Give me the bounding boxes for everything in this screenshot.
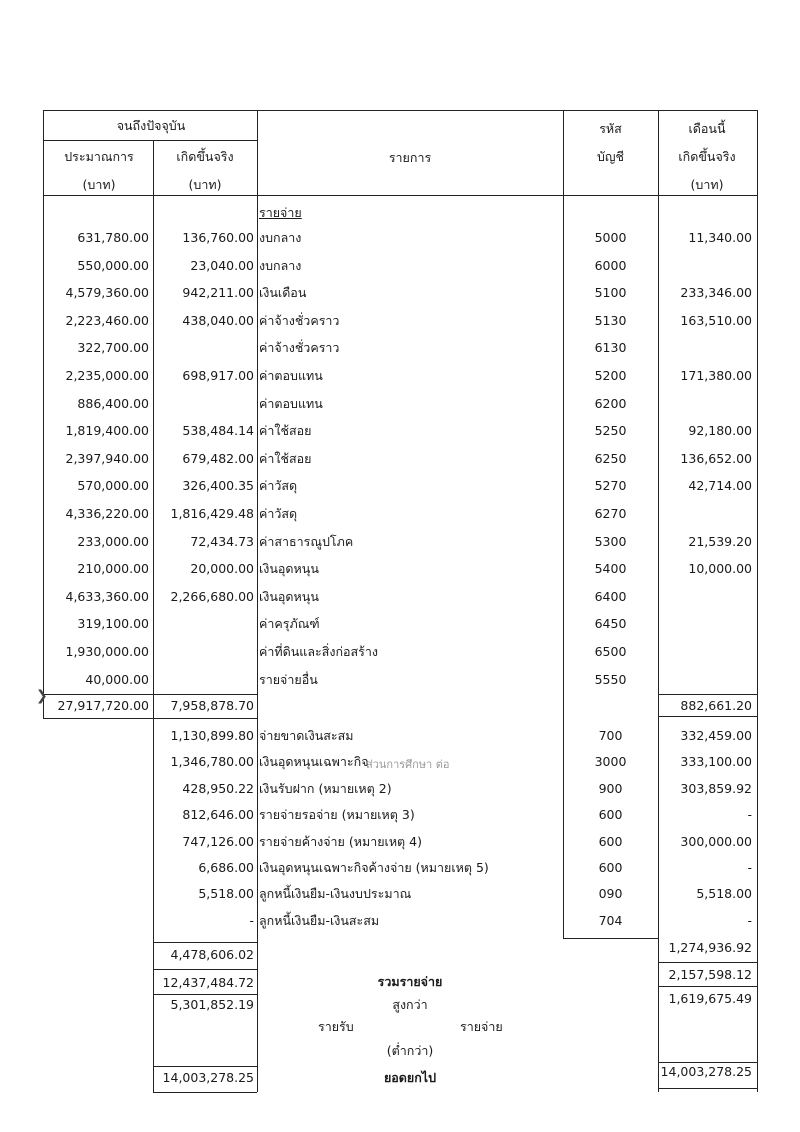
higher-label: สูงกว่า [392,997,428,1012]
row-actual: 679,482.00 [182,451,254,466]
row-estimate: 233,000.00 [77,534,149,549]
other-row-month: - [747,860,752,875]
row-estimate: 40,000.00 [85,672,149,687]
row-month: 10,000.00 [688,561,752,576]
row-code: 5270 [594,478,627,493]
other-row-item: จ่ายขาดเงินสะสม [259,728,354,743]
row-code: 5000 [594,230,627,245]
row-item: งบกลาง [259,258,302,273]
other-row-code: 600 [598,834,623,849]
other-row-item: เงินรับฝาก (หมายเหตุ 2) [259,781,392,796]
row-item: ค่าใช้สอย [259,451,312,466]
header-month-label-2: เกิดขึ้นจริง [678,149,736,164]
code-month-divider [658,110,659,1092]
header-estimate-label: ประมาณการ [64,149,134,164]
row-estimate: 631,780.00 [77,230,149,245]
income-label: รายรับ [318,1019,354,1034]
row-code: 5250 [594,423,627,438]
row-item: งบกลาง [259,230,302,245]
header-item-label: รายการ [388,150,432,165]
other-left-border [153,718,154,1092]
row-actual: 326,400.35 [182,478,254,493]
other-total-bottom-line [153,969,257,970]
subtotal-bottom-line [43,718,257,719]
row-estimate: 210,000.00 [77,561,149,576]
header-group-divider [43,140,257,141]
row-estimate: 4,633,360.00 [65,589,149,604]
other-total-month: 1,274,936.92 [668,940,752,955]
other-row-actual: 6,686.00 [198,860,254,875]
total-expense-actual: 12,437,484.72 [162,975,254,990]
month-total-line [658,986,757,987]
row-actual: 438,040.00 [182,313,254,328]
other-row-month: - [747,913,752,928]
other-row-month: 332,459.00 [680,728,752,743]
header-bottom-border [43,195,758,196]
other-row-code: 704 [598,913,623,928]
subtotal-estimate: 27,917,720.00 [57,698,149,713]
other-row-code: 3000 [594,754,627,769]
row-item: ค่าที่ดินและสิ่งก่อสร้าง [259,644,378,659]
other-row-item: ลูกหนี้เงินยืม-เงินงบประมาณ [259,886,412,901]
row-actual: 23,040.00 [190,258,254,273]
other-row-item: เงินอุดหนุนเฉพาะกิจ [259,754,369,769]
lower-label: (ต่ำกว่า) [386,1043,434,1058]
other-row-actual: 1,130,899.80 [170,728,254,743]
row-estimate: 1,930,000.00 [65,644,149,659]
summary-right-border [257,940,258,1092]
other-row-item: เงินอุดหนุนเฉพาะกิจค้างจ่าย (หมายเหตุ 5) [259,860,489,875]
row-estimate: 2,223,460.00 [65,313,149,328]
row-item: เงินอุดหนุน [259,589,319,604]
row-month: 21,539.20 [688,534,752,549]
expense-label: รายจ่าย [460,1019,503,1034]
other-row-code: 700 [598,728,623,743]
row-actual: 2,266,680.00 [170,589,254,604]
row-estimate: 2,235,000.00 [65,368,149,383]
row-month: 92,180.00 [688,423,752,438]
handwritten-note: ส่วนการศึกษา ต่อ [366,758,450,771]
row-item: ค่าจ้างชั่วคราว [259,313,340,328]
month-carry-bottom-line [658,1088,757,1089]
row-month: 233,346.00 [680,285,752,300]
other-row-actual: 5,518.00 [198,886,254,901]
row-code: 6200 [594,396,627,411]
table-top-border [43,110,758,111]
row-actual: 1,816,429.48 [170,506,254,521]
subtotal-month: 882,661.20 [680,698,752,713]
other-row-actual: - [249,913,254,928]
row-code: 6500 [594,644,627,659]
header-code-label-2: บัญชี [596,149,625,164]
row-item: ค่าใช้สอย [259,423,312,438]
other-row-actual: 1,346,780.00 [170,754,254,769]
carry-forward-month: 14,003,278.25 [660,1064,752,1079]
header-cumulative-group: จนถึงปัจจุบัน [116,118,186,133]
row-estimate: 1,819,400.00 [65,423,149,438]
carry-forward-actual: 14,003,278.25 [162,1070,254,1085]
other-row-item: รายจ่ายรอจ่าย (หมายเหตุ 3) [259,807,415,822]
row-code: 6130 [594,340,627,355]
row-item: เงินอุดหนุน [259,561,319,576]
row-month: 42,714.00 [688,478,752,493]
row-code: 6400 [594,589,627,604]
header-actual-unit: (บาท) [188,177,222,192]
item-code-divider [563,110,564,938]
row-code: 5200 [594,368,627,383]
subtotal-month-top-line [658,694,757,695]
row-actual: 538,484.14 [182,423,254,438]
table-left-border [43,110,44,718]
other-row-actual: 747,126.00 [182,834,254,849]
difference-month: 1,619,675.49 [668,991,752,1006]
row-code: 5400 [594,561,627,576]
row-estimate: 570,000.00 [77,478,149,493]
other-row-code: 090 [598,886,623,901]
subtotal-actual: 7,958,878.70 [170,698,254,713]
row-actual: 698,917.00 [182,368,254,383]
row-estimate: 4,579,360.00 [65,285,149,300]
other-row-code: 900 [598,781,623,796]
carry-top-line [153,1066,257,1067]
other-row-month: 5,518.00 [696,886,752,901]
month-other-total-line [658,962,757,963]
subtotal-month-bottom-line [658,716,757,717]
total-expense-month: 2,157,598.12 [668,967,752,982]
other-row-item: รายจ่ายค้างจ่าย (หมายเหตุ 4) [259,834,422,849]
month-carry-top-line [658,1062,757,1063]
row-month: 163,510.00 [680,313,752,328]
row-item: ค่าวัสดุ [259,506,298,521]
row-actual: 72,434.73 [190,534,254,549]
other-row-month: 333,100.00 [680,754,752,769]
other-row-actual: 812,646.00 [182,807,254,822]
other-row-code: 600 [598,807,623,822]
row-month: 11,340.00 [688,230,752,245]
header-estimate-unit: (บาท) [82,177,116,192]
other-row-month: - [747,807,752,822]
code-column-bottom [563,938,658,939]
row-item: ค่าตอบแทน [259,368,323,383]
row-item: ค่าตอบแทน [259,396,323,411]
other-total-top-line [153,942,257,943]
other-row-actual: 428,950.22 [182,781,254,796]
row-estimate: 886,400.00 [77,396,149,411]
row-code: 5300 [594,534,627,549]
row-code: 6250 [594,451,627,466]
row-actual: 136,760.00 [182,230,254,245]
row-code: 6450 [594,616,627,631]
row-actual: 20,000.00 [190,561,254,576]
row-code: 5100 [594,285,627,300]
scan-mark: ❯ [36,688,48,704]
difference-actual: 5,301,852.19 [170,997,254,1012]
row-item: ค่าสาธารณูปโภค [259,534,354,549]
total-bottom-line [153,994,257,995]
row-item: เงินเดือน [259,285,307,300]
row-month: 171,380.00 [680,368,752,383]
row-code: 5550 [594,672,627,687]
header-code-label-1: รหัส [599,121,622,136]
carry-bottom-line [153,1092,257,1093]
row-estimate: 319,100.00 [77,616,149,631]
section-title: รายจ่าย [259,205,302,220]
row-estimate: 322,700.00 [77,340,149,355]
row-item: ค่าจ้างชั่วคราว [259,340,340,355]
table-right-border [757,110,758,1092]
other-row-item: ลูกหนี้เงินยืม-เงินสะสม [259,913,380,928]
other-row-month: 303,859.92 [680,781,752,796]
other-total-actual: 4,478,606.02 [170,947,254,962]
header-actual-label: เกิดขึ้นจริง [176,149,234,164]
row-code: 6270 [594,506,627,521]
row-code: 6000 [594,258,627,273]
other-row-code: 600 [598,860,623,875]
row-item: รายจ่ายอื่น [259,672,318,687]
header-month-unit: (บาท) [690,177,724,192]
subtotal-top-line [43,694,257,695]
header-month-label-1: เดือนนี้ [688,121,726,136]
row-item: ค่าวัสดุ [259,478,298,493]
total-expense-label: รวมรายจ่าย [377,974,443,989]
estimate-actual-divider [153,140,154,718]
actual-item-divider-main [257,110,258,718]
row-estimate: 4,336,220.00 [65,506,149,521]
carry-forward-label: ยอดยกไป [383,1070,437,1085]
row-month: 136,652.00 [680,451,752,466]
actual-item-divider-other [257,718,258,940]
row-actual: 942,211.00 [182,285,254,300]
other-row-month: 300,000.00 [680,834,752,849]
row-estimate: 2,397,940.00 [65,451,149,466]
row-item: ค่าครุภัณฑ์ [259,616,320,631]
row-estimate: 550,000.00 [77,258,149,273]
row-code: 5130 [594,313,627,328]
